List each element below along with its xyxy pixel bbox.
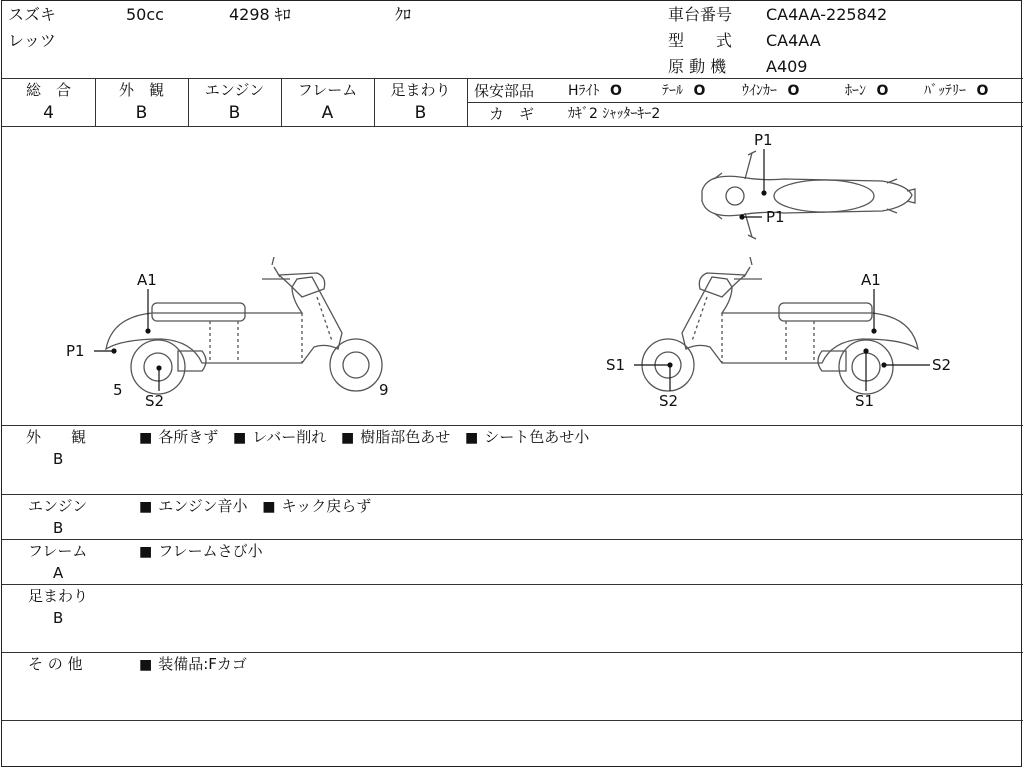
scooter-top-view <box>702 151 915 239</box>
left-label-5: 5 <box>113 381 123 399</box>
safety-item-winker: ｳｲﾝｶｰ O <box>742 83 800 99</box>
remark-category-engine: エンジン <box>28 497 88 515</box>
grade-label-overall: 総 合 <box>25 81 71 99</box>
remark-category-other: そ の 他 <box>28 655 83 673</box>
model-name: レッツ <box>8 31 56 50</box>
maker: スズキ <box>8 5 57 24</box>
engine-value: A409 <box>766 57 808 76</box>
grade-label-exterior: 外 観 <box>118 81 164 99</box>
remark-grade-engine: B <box>53 519 64 537</box>
grade-value-overall: 4 <box>43 103 54 123</box>
color: ｸﾛ <box>395 5 412 24</box>
left-label-p1: P1 <box>66 342 85 360</box>
type-label: 型 式 <box>668 31 733 50</box>
safety-item-tail: ﾃｰﾙ O <box>662 83 706 99</box>
remark-grade-suspension: B <box>53 609 64 627</box>
mileage: 4298 ｷﾛ <box>229 5 291 24</box>
left-label-9: 9 <box>379 381 389 399</box>
right-label-s1-a: S1 <box>606 356 626 374</box>
left-label-a1: A1 <box>137 271 157 289</box>
inspection-sheet <box>1 0 1022 767</box>
safety-item-horn: ﾎｰﾝ O <box>845 83 889 99</box>
safety-item-battery: ﾊﾞｯﾃﾘｰ O <box>924 83 989 99</box>
remark-category-frame: フレーム <box>28 542 88 560</box>
status-circle-icon: O <box>976 83 989 99</box>
frame-no: CA4AA-225842 <box>766 5 888 24</box>
grade-value-frame: A <box>321 103 334 123</box>
remark-category-exterior: 外 観 <box>26 428 87 446</box>
remark-notes-other: ■ 装備品:Fカゴ <box>139 655 257 674</box>
grade-label-engine: エンジン <box>204 81 265 99</box>
remark-category-suspension: 足まわり <box>28 587 89 605</box>
status-circle-icon: O <box>609 83 622 99</box>
key-value: ｶｷﾞ2 ｼｬｯﾀｰｷｰ2 <box>568 106 661 122</box>
status-circle-icon: O <box>787 83 800 99</box>
grade-label-frame: フレーム <box>297 81 358 99</box>
left-label-s2: S2 <box>145 392 165 410</box>
remark-notes-engine: ■ エンジン音小 ■ キック戻らず <box>139 497 381 516</box>
scooter-diagram <box>2 127 1023 425</box>
remark-notes-exterior: ■ 各所きず ■ レバー削れ ■ 樹脂部色あせ ■ シート色あせ小 <box>139 428 599 447</box>
displacement: 50cc <box>126 5 164 24</box>
divider <box>2 78 1023 79</box>
right-label-s2-b: S2 <box>932 356 952 374</box>
grade-value-suspension: B <box>414 103 427 123</box>
remark-grade-frame: A <box>53 564 64 582</box>
safety-item-headlight: Hﾗｲﾄ O <box>568 83 622 99</box>
top-label-p1-a: P1 <box>754 131 773 149</box>
remark-grade-exterior: B <box>53 450 64 468</box>
top-label-p1-b: P1 <box>766 208 785 226</box>
safety-label: 保安部品 <box>474 82 535 100</box>
grade-label-suspension: 足まわり <box>390 81 451 99</box>
type-value: CA4AA <box>766 31 821 50</box>
grade-value-exterior: B <box>135 103 148 123</box>
key-label: カ ギ <box>489 105 535 123</box>
right-label-s2-a: S2 <box>659 392 679 410</box>
right-label-a1: A1 <box>861 271 881 289</box>
frame-no-label: 車台番号 <box>668 5 733 24</box>
status-circle-icon: O <box>876 83 889 99</box>
remark-notes-frame: ■ フレームさび小 <box>139 542 273 561</box>
status-circle-icon: O <box>693 83 706 99</box>
grade-value-engine: B <box>228 103 241 123</box>
right-label-s1-b: S1 <box>855 392 875 410</box>
engine-label: 原 動 機 <box>668 57 727 76</box>
